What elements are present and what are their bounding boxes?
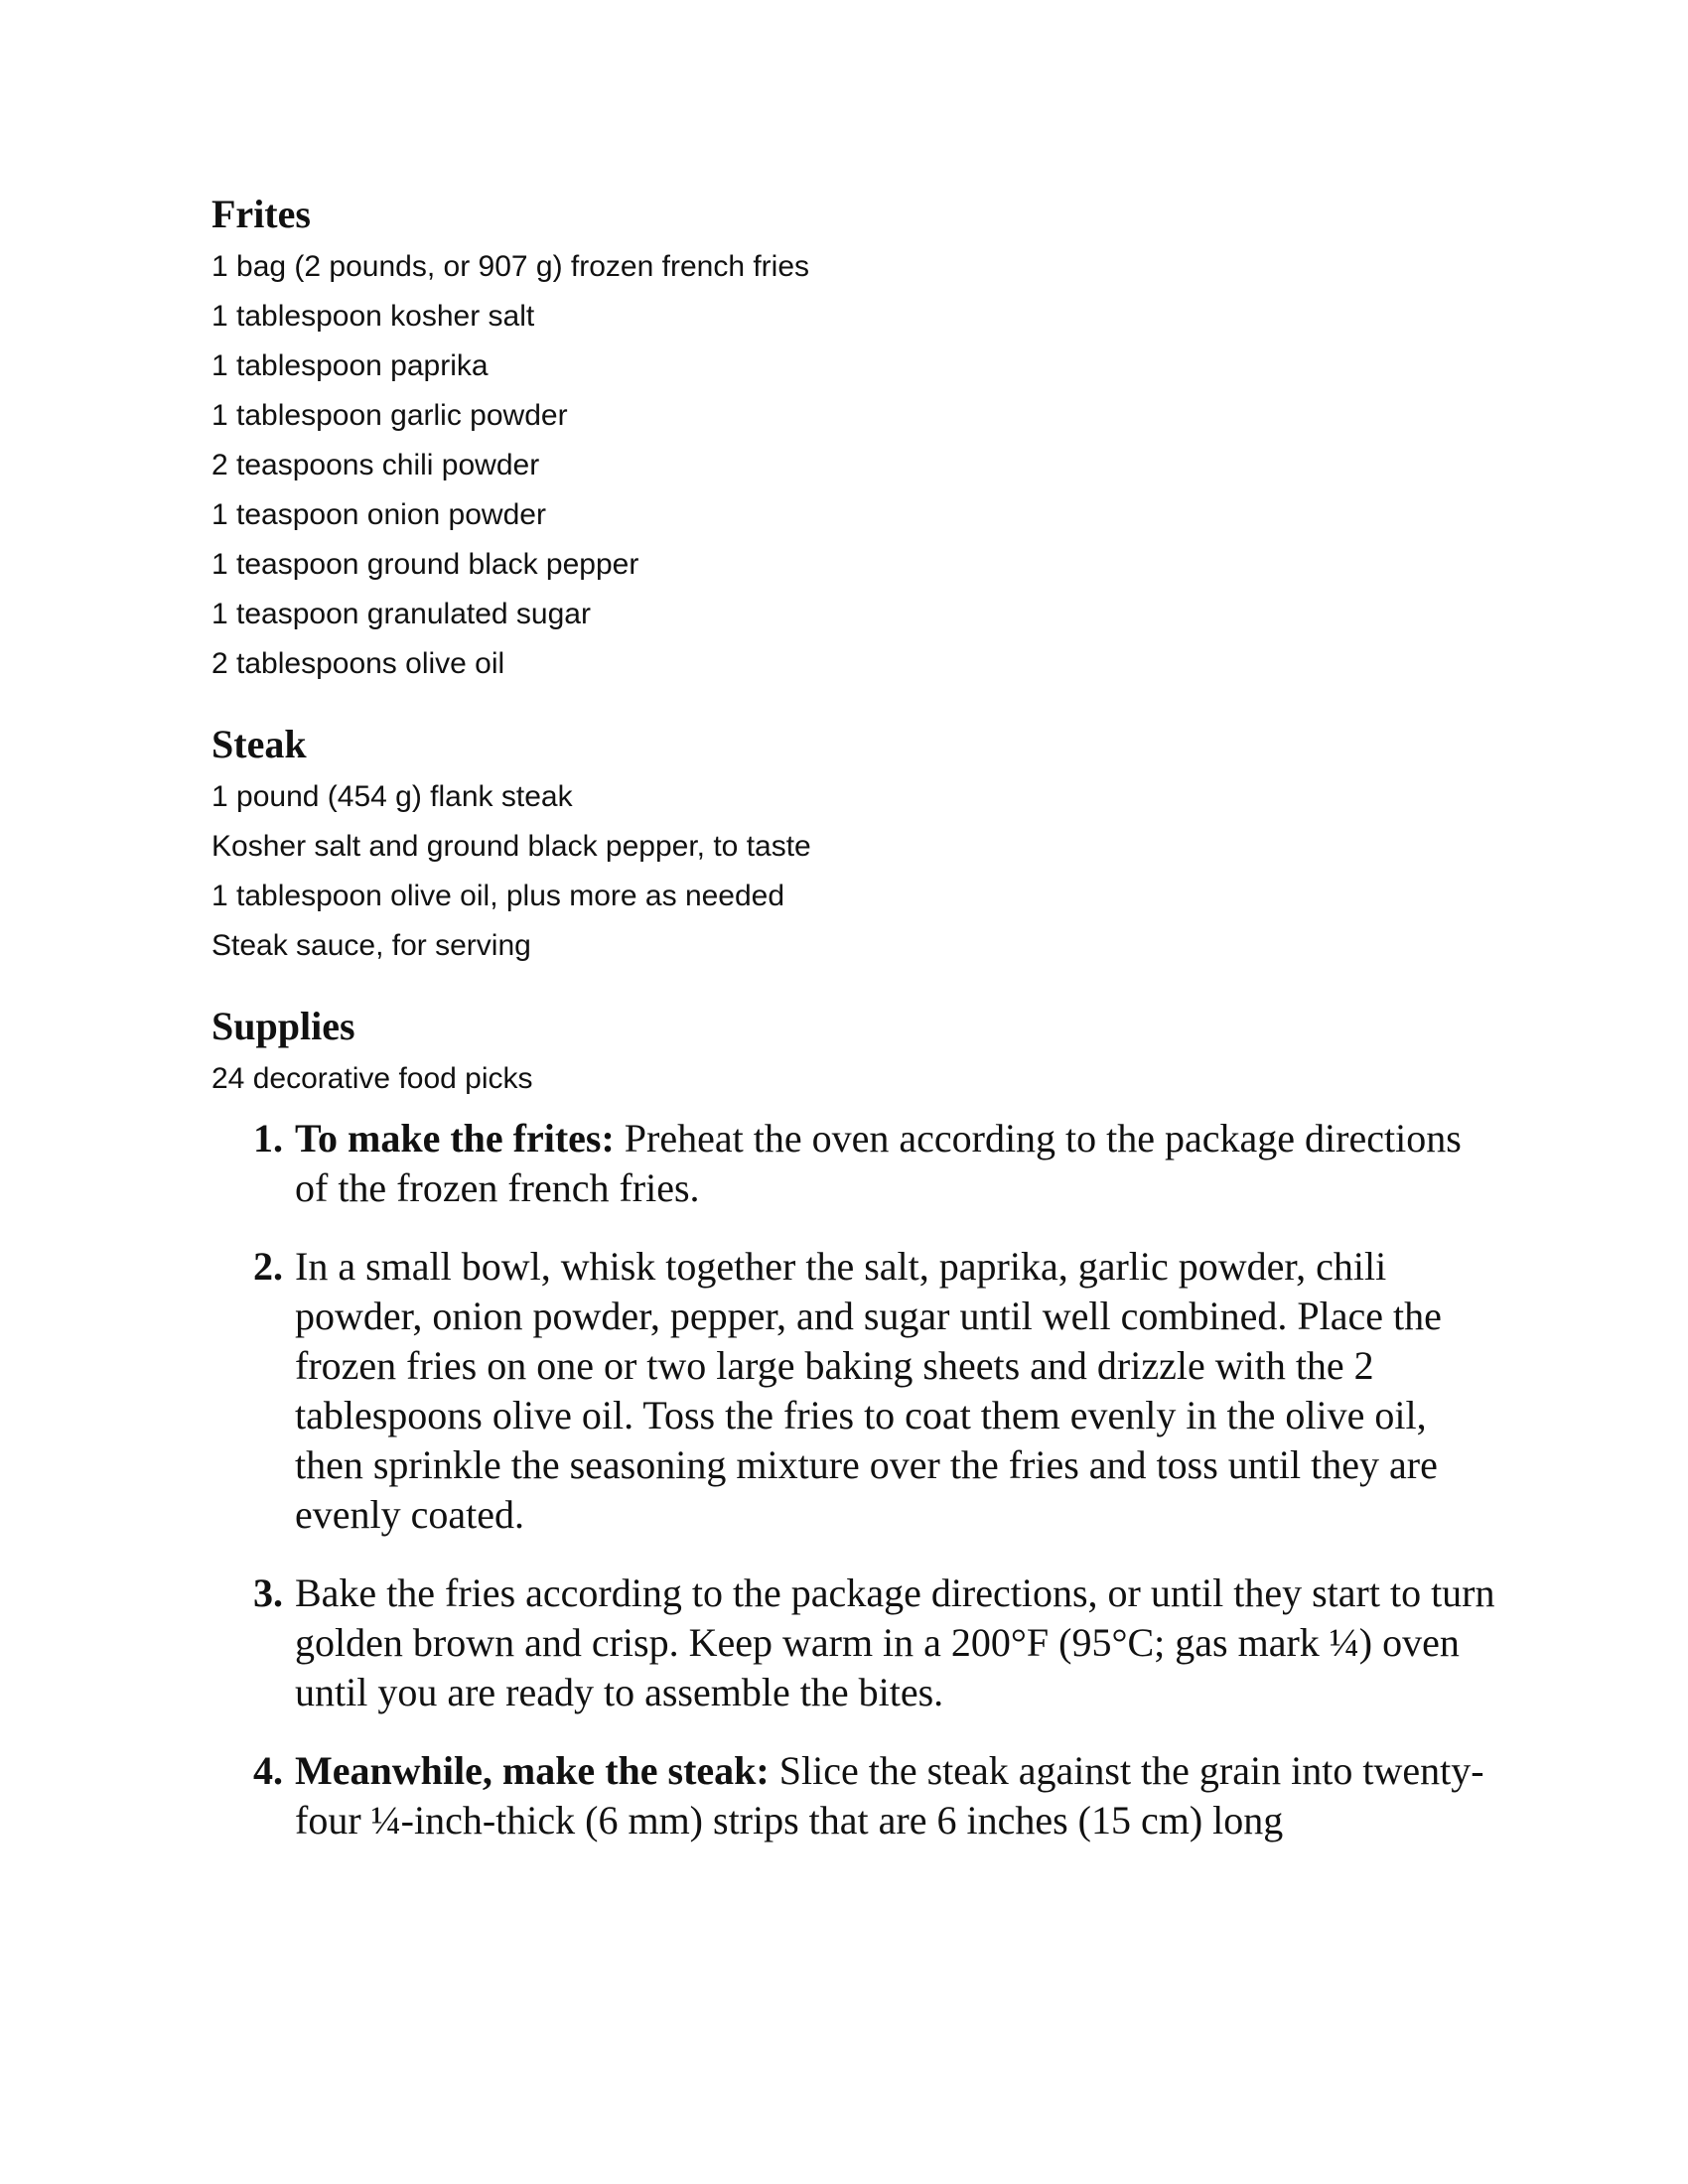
ingredient-item: 1 tablespoon garlic powder [211, 399, 568, 432]
ingredient-item: 1 tablespoon kosher salt [211, 300, 535, 333]
step-text: In a small bowl, whisk together the salt, paprika, garlic powder, chili powder, onion powder, pepper, and sugar until well combined. Place the frozen fries on one or two large baking sheets and drizzle with the 2 tablespoons olive oil. Toss the fries to coat them evenly in the olive oil, then sprinkle the seasoning mixture over the fries and toss until they are evenly coated. [295, 1244, 1442, 1537]
step-lead: Meanwhile, make the steak: [295, 1748, 770, 1793]
ingredient-item: 1 tablespoon paprika [211, 349, 489, 382]
instruction-step [211, 1569, 1496, 1717]
ingredient-item: 1 teaspoon onion powder [211, 498, 546, 531]
section-frites [211, 189, 1502, 689]
instruction-step [211, 1746, 1496, 1845]
ingredient-list [211, 772, 1502, 971]
ingredient-item: 2 teaspoons chili powder [211, 449, 540, 481]
step-lead: To make the frites: [295, 1116, 615, 1160]
step-text: Bake the fries according to the package directions, or until they start to turn golden brown and crisp. Keep warm in a 200°F (95°C; gas mark ¼) oven until you are ready to assemble the bites. [295, 1570, 1495, 1714]
ingredient-item: 1 pound (454 g) flank steak [211, 780, 573, 813]
instruction-step [211, 1242, 1496, 1540]
ingredient-list [211, 1054, 1502, 1104]
step-text: Slice the steak against the grain into twenty-four ¼-inch-thick (6 mm) strips that are 6 inches (15 cm) long [295, 1748, 1484, 1843]
ingredient-item: 1 teaspoon ground black pepper [211, 548, 639, 581]
step-number: 1. [253, 1116, 283, 1160]
ingredient-item: Steak sauce, for serving [211, 929, 531, 962]
instruction-step [211, 1114, 1496, 1213]
ingredient-item: 1 tablespoon olive oil, plus more as needed [211, 880, 785, 912]
ingredient-item: 1 bag (2 pounds, or 907 g) frozen french fries [211, 250, 810, 283]
section-supplies [211, 1001, 1502, 1104]
ingredient-item: 24 decorative food picks [211, 1062, 533, 1095]
section-heading: Supplies [211, 1004, 355, 1048]
step-number: 3. [253, 1570, 283, 1615]
ingredient-item: Kosher salt and ground black pepper, to taste [211, 830, 811, 863]
recipe-page [211, 189, 1502, 1874]
ingredient-item: 2 tablespoons olive oil [211, 647, 505, 680]
ingredient-item: 1 teaspoon granulated sugar [211, 598, 591, 630]
section-steak [211, 719, 1502, 971]
step-text: Preheat the oven according to the package directions of the frozen french fries. [295, 1116, 1462, 1210]
step-number: 4. [253, 1748, 283, 1793]
ingredient-list [211, 242, 1502, 689]
instruction-steps [211, 1114, 1502, 1845]
section-heading: Frites [211, 192, 311, 236]
step-number: 2. [253, 1244, 283, 1289]
section-heading: Steak [211, 722, 307, 766]
